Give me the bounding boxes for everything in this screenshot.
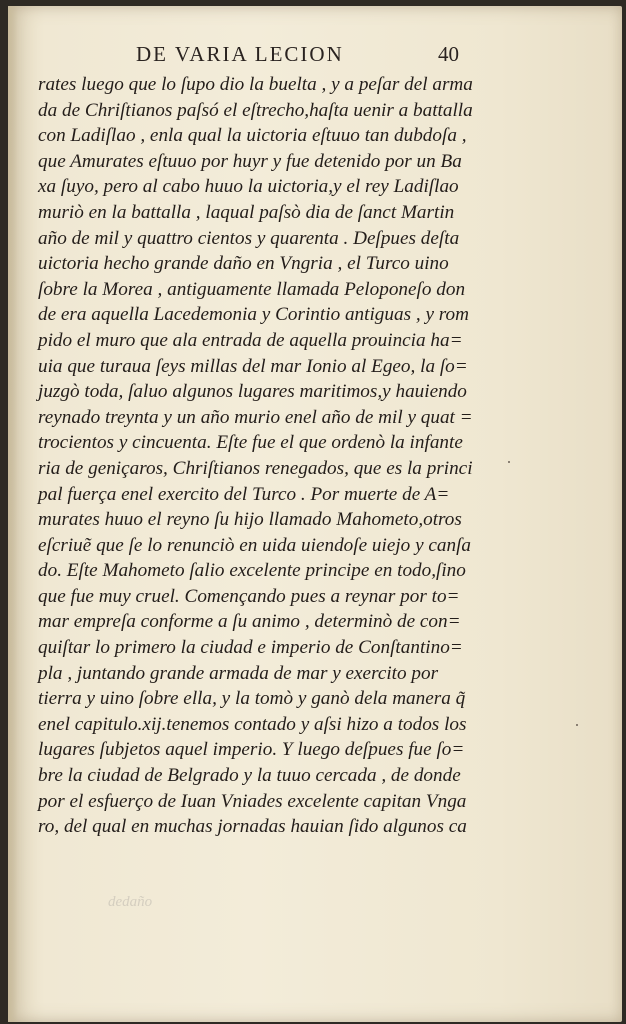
text-line: uia que turaua ſeys millas del mar Ionio al Egeo, la ſo=: [38, 355, 468, 377]
body-text: [38, 72, 508, 840]
text-line: da de Chriſtianos paſsó el eſtrecho,haſta uenir a battalla: [38, 99, 473, 121]
text-line: pla , juntando grande armada de mar y exercito por: [38, 662, 439, 684]
text-line: por el esfuerço de Iuan Vniades excelente capitan Vnga: [38, 790, 467, 812]
text-line: pal fuerça enel exercito del Turco . Por muerte de A=: [38, 483, 450, 505]
text-line: reynado treynta y un año murio enel año de mil y quat =: [38, 406, 473, 428]
text-line: lugares ſubjetos aquel imperio. Y luego deſpues fue ſo=: [38, 739, 465, 761]
text-line: tierra y uino ſobre ella, y la tomò y ganò dela manera q̃: [38, 688, 466, 710]
text-line: ro, del qual en muchas jornadas hauian ſido algunos ca: [38, 816, 467, 838]
text-line: ſobre la Morea , antiguamente llamada Peloponeſo don: [38, 278, 466, 300]
text-line: uictoria hecho grande daño en Vngria , el Turco uino: [38, 253, 449, 275]
show-through-text: dedaño: [108, 894, 153, 910]
text-line: con Ladiſlao , enla qual la uictoria eſtuuo tan dubdoſa ,: [38, 125, 467, 147]
text-line: pido el muro que ala entrada de aquella prouincia ha=: [38, 329, 463, 351]
text-line: rates luego que lo ſupo dio la buelta , y a peſar del arma: [38, 74, 473, 95]
paper-speck: [576, 724, 578, 726]
text-line: trocientos y cincuenta. Eſte fue el que ordenò la infante: [38, 432, 463, 454]
paper-speck: [508, 461, 510, 463]
text-line: muriò en la battalla , laqual paſsò dia de ſanct Martin: [38, 201, 455, 223]
text-line: quiſtar lo primero la ciudad e imperio de Conſtantino=: [38, 637, 463, 659]
text-line: ria de geniçaros, Chriſtianos renegados, que es la princi: [38, 457, 473, 479]
text-line: que Amurates eſtuuo por huyr y fue detenido por un Ba: [38, 150, 462, 172]
page-gutter: [8, 6, 18, 1022]
text-line: enel capitulo.xij.tenemos contado y aſsi hizo a todos los: [38, 713, 467, 735]
folio-number: 40: [438, 42, 459, 66]
text-line: año de mil y quattro cientos y quarenta . Deſpues deſta: [38, 227, 460, 249]
text-line: eſcriuẽ que ſe lo renunciò en uida uiendoſe uiejo y canſa: [38, 534, 472, 556]
text-line: xa ſuyo, pero al cabo huuo la uictoria,y el rey Ladiſlao: [38, 176, 459, 198]
text-line: de era aquella Lacedemonia y Corintio antiguas , y rom: [38, 304, 469, 326]
text-line: juzgò toda, ſaluo algunos lugares maritimos,y hauiendo: [38, 381, 467, 403]
text-line: murates huuo el reyno ſu hijo llamado Mahometo,otros: [38, 509, 462, 531]
text-line: do. Eſte Mahometo ſalio excelente principe en todo,ſino: [38, 560, 466, 582]
text-line: que fue muy cruel. Començando pues a reynar por to=: [38, 585, 460, 607]
text-line: bre la ciudad de Belgrado y la tuuo cercada , de donde: [38, 765, 461, 787]
running-title: DE VARIA LECION: [136, 42, 344, 66]
text-line: mar empreſa conforme a ſu animo , determinò de con=: [38, 611, 461, 633]
book-page: [8, 6, 622, 1022]
